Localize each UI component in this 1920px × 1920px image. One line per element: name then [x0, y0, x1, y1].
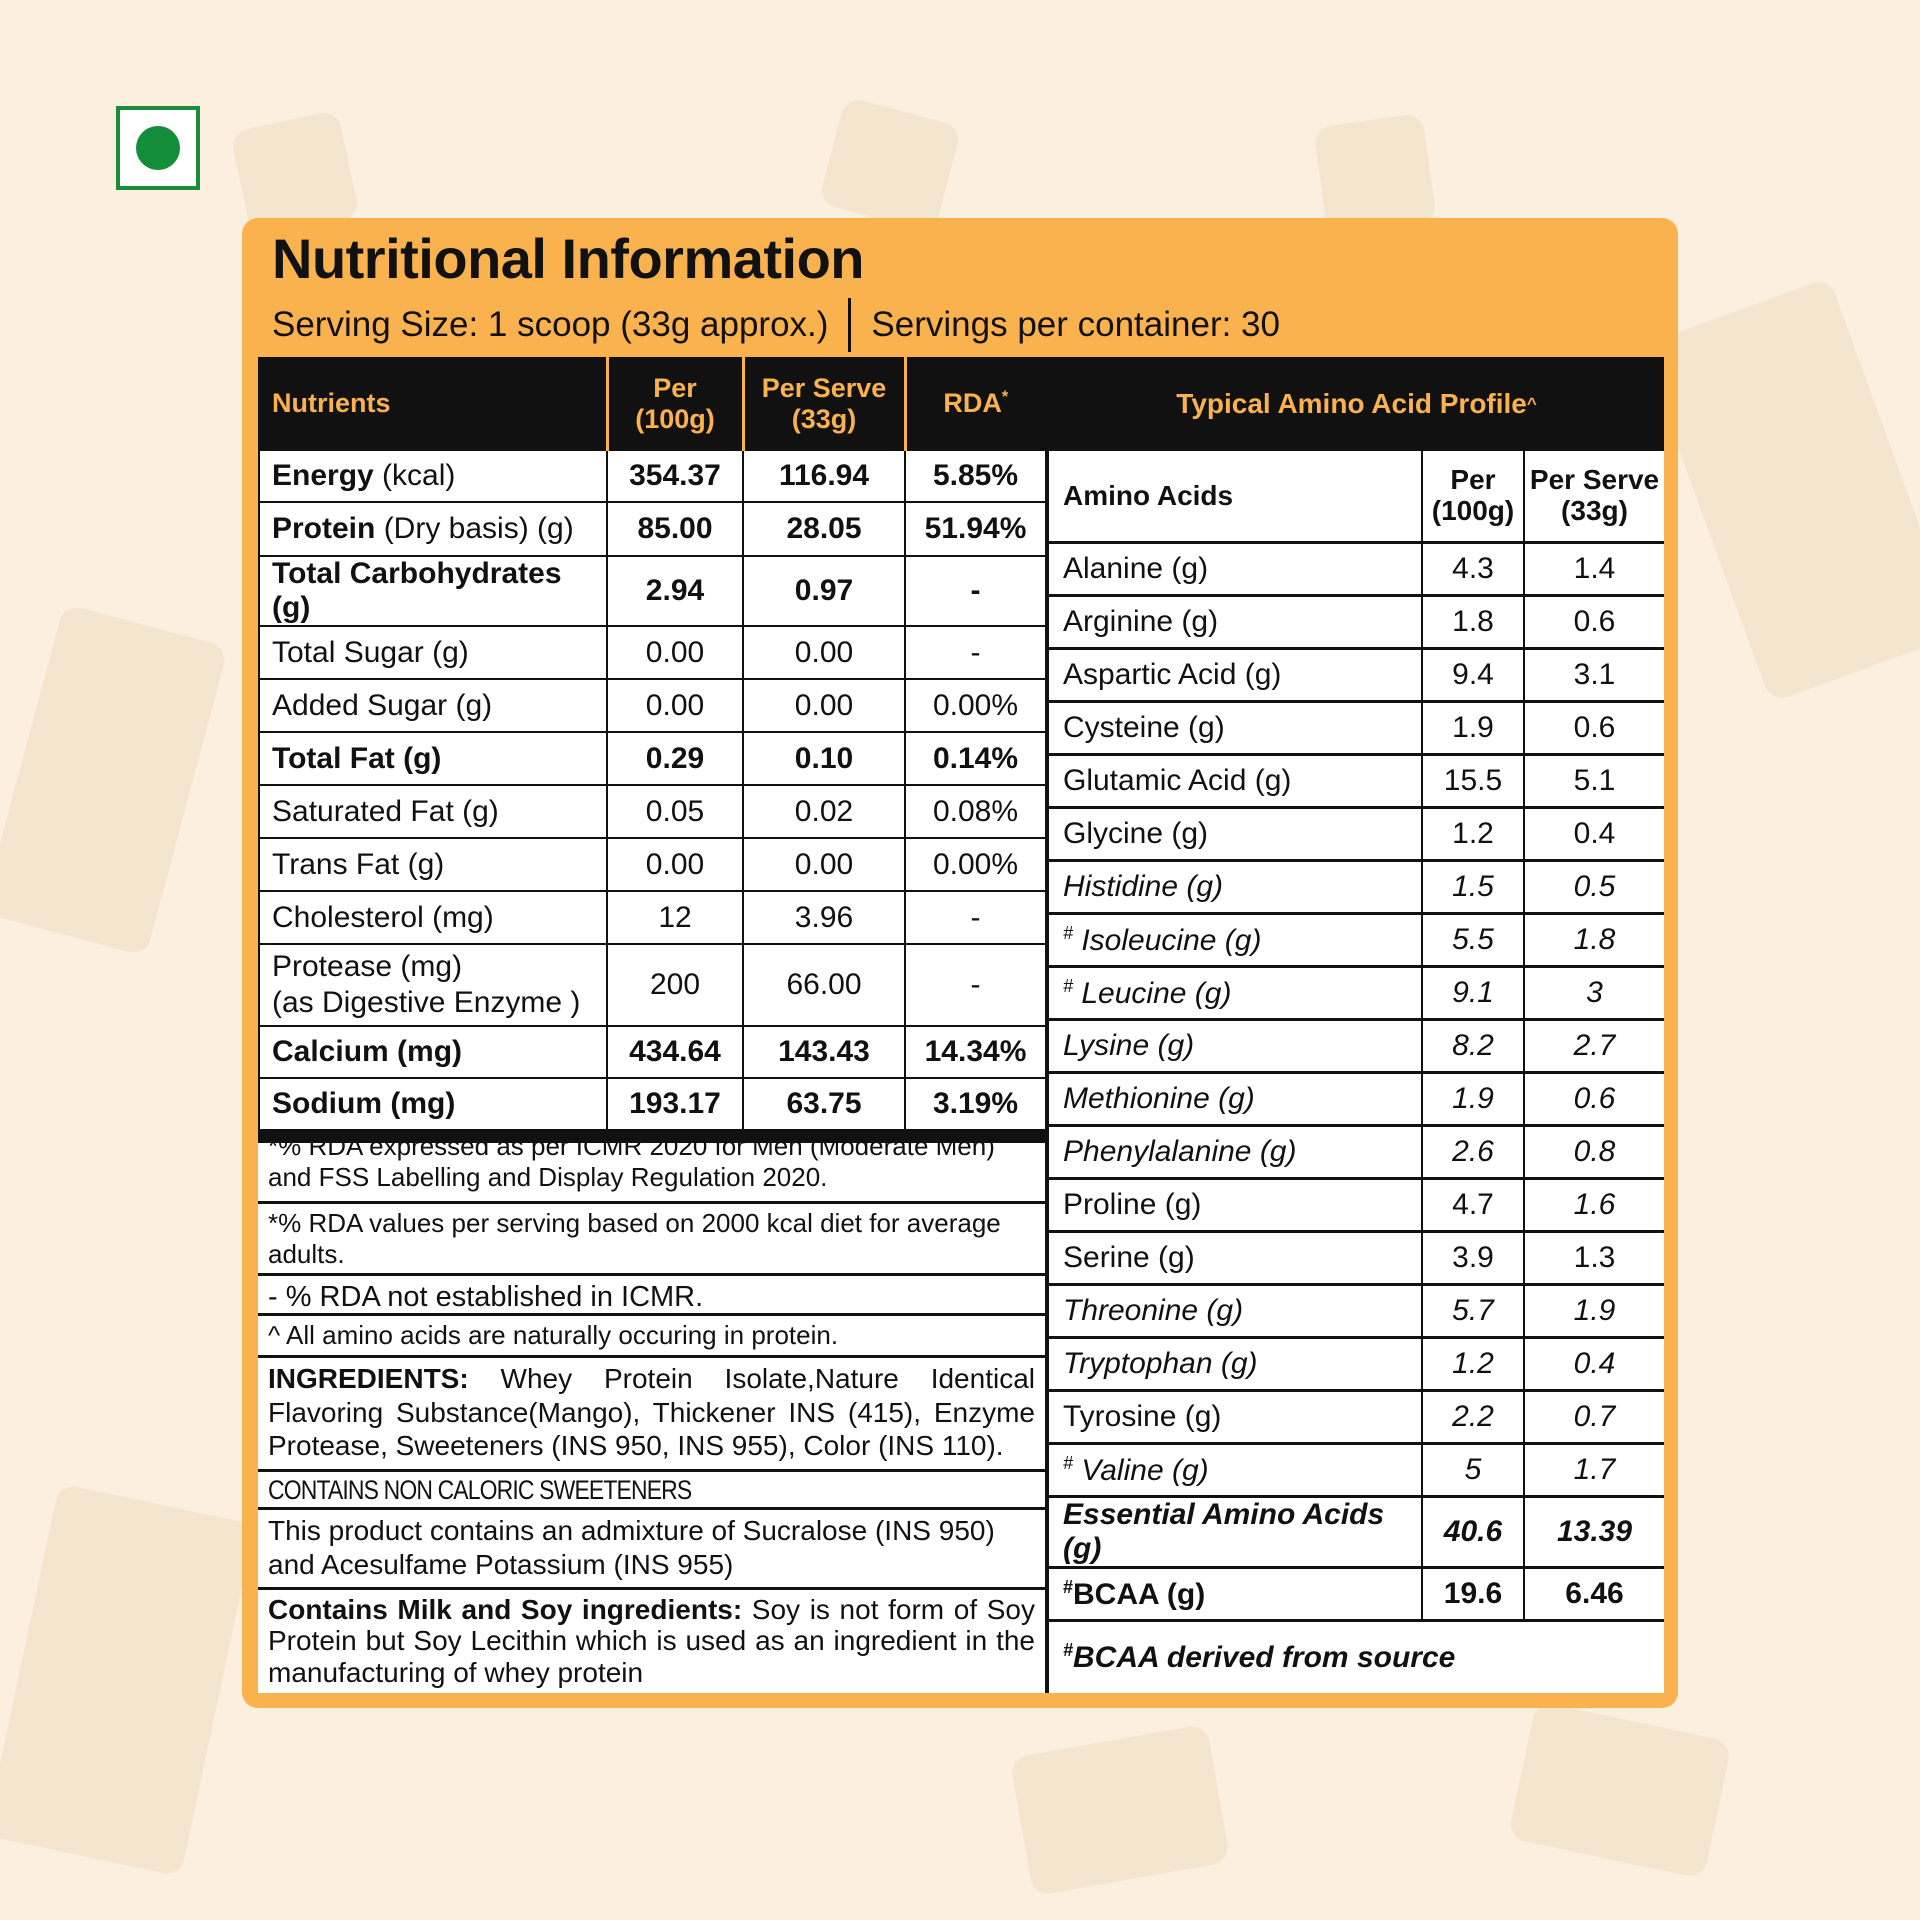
amino-row-essential: Essential Amino Acids (g) 40.6 13.39: [1049, 1497, 1664, 1568]
nutrients-header-row: [259, 358, 1046, 450]
amino-profile-header: Typical Amino Acid Profile ^: [1049, 357, 1664, 451]
amino-acid-table: [1049, 451, 1664, 1622]
nutrients-table: [258, 357, 1047, 1131]
amino-row: Alanine (g) 4.3 1.4: [1049, 543, 1664, 596]
nutrient-row: Protein (Dry basis) (g) 85.00 28.05 51.94%: [259, 502, 1046, 556]
veg-symbol-icon: [116, 106, 200, 190]
amino-row: Glycine (g) 1.2 0.4: [1049, 808, 1664, 861]
ingredients: INGREDIENTS: Whey Protein Isolate,Nature Identical Flavoring Substance(Mango), Thickener INS (415), Enzyme Protease, Sweeteners (INS 950, INS 955), Color (INS 110).: [258, 1358, 1045, 1472]
nutrient-row: Added Sugar (g) 0.00 0.00 0.00%: [259, 679, 1046, 732]
amino-row: Glutamic Acid (g) 15.5 5.1: [1049, 755, 1664, 808]
col-per-serve: Per Serve (33g): [743, 358, 905, 450]
amino-header-row: Amino Acids Per (100g) Per Serve (33g): [1049, 451, 1664, 543]
amino-row: Phenylalanine (g) 2.6 0.8: [1049, 1126, 1664, 1179]
servings-per-container: Servings per container: 30: [871, 305, 1280, 344]
sweetener-notice-wrap: [258, 1472, 1045, 1510]
amino-row: Aspartic Acid (g) 9.4 3.1: [1049, 649, 1664, 702]
amino-row: # Isoleucine (g) 5.5 1.8: [1049, 914, 1664, 967]
col-per100: Per (100g): [607, 358, 743, 450]
background-decoration: [818, 96, 962, 233]
background-decoration: [0, 1483, 255, 1877]
admixture-notice: This product contains an admixture of Sucralose (INS 950) and Acesulfame Potassium (INS 955): [258, 1510, 1045, 1590]
nutrient-row: Cholesterol (mg) 12 3.96 -: [259, 891, 1046, 944]
amino-row: Cysteine (g) 1.9 0.6: [1049, 702, 1664, 755]
nutrient-row: Energy (kcal) 354.37 116.94 5.85%: [259, 450, 1046, 502]
notes-section: [258, 1127, 1045, 1692]
background-decoration: [1009, 1724, 1230, 1897]
amino-row: # Leucine (g) 9.1 3: [1049, 967, 1664, 1020]
amino-row: Lysine (g) 8.2 2.7: [1049, 1020, 1664, 1073]
background-decoration: [1508, 1701, 1733, 1880]
veg-dot: [136, 126, 180, 170]
nutrient-row: Calcium (mg) 434.64 143.43 14.34%: [259, 1026, 1046, 1078]
amino-row: Serine (g) 3.9 1.3: [1049, 1232, 1664, 1285]
note-rda-kcal: *% RDA values per serving based on 2000 kcal diet for average adults.: [258, 1204, 1045, 1276]
serving-info: [272, 298, 1280, 352]
amino-row-bcaa: #BCAA (g) 19.6 6.46: [1049, 1568, 1664, 1621]
nutrient-row: Sodium (mg) 193.17 63.75 3.19%: [259, 1078, 1046, 1130]
amino-row: Threonine (g) 5.7 1.9: [1049, 1285, 1664, 1338]
amino-row: Methionine (g) 1.9 0.6: [1049, 1073, 1664, 1126]
nutrient-row: Saturated Fat (g) 0.05 0.02 0.08%: [259, 785, 1046, 838]
panel-title: Nutritional Information: [272, 227, 865, 290]
note-rda-icmr: *% RDA expressed as per ICMR 2020 for Men (Moderate Men) and FSS Labelling and Display Regulation 2020.: [258, 1127, 1045, 1204]
note-rda-not-established: - % RDA not established in ICMR.: [258, 1276, 1045, 1316]
amino-row: Tyrosine (g) 2.2 0.7: [1049, 1391, 1664, 1444]
col-nutrients: Nutrients: [259, 358, 607, 450]
col-rda: RDA*: [905, 358, 1046, 450]
bcaa-footnote: #BCAA derived from source: [1063, 1640, 1456, 1674]
amino-row: Tryptophan (g) 1.2 0.4: [1049, 1338, 1664, 1391]
amino-row: Arginine (g) 1.8 0.6: [1049, 596, 1664, 649]
amino-acid-section: [1049, 357, 1664, 1693]
nutrients-table-section: [258, 357, 1045, 1143]
amino-row: Proline (g) 4.7 1.6: [1049, 1179, 1664, 1232]
nutrient-row: Total Carbohydrates (g) 2.94 0.97 -: [259, 556, 1046, 626]
nutrient-row: Trans Fat (g) 0.00 0.00 0.00%: [259, 838, 1046, 891]
background-decoration: [1641, 277, 1920, 702]
amino-row: Histidine (g) 1.5 0.5: [1049, 861, 1664, 914]
nutrient-row: Total Fat (g) 0.29 0.10 0.14%: [259, 732, 1046, 785]
serving-divider: [848, 298, 851, 352]
nutrient-row: Protease (mg) (as Digestive Enzyme ) 200 66.00 -: [259, 944, 1046, 1026]
allergen-notice: Contains Milk and Soy ingredients: Soy is not form of Soy Protein but Soy Lecithin which is used as an ingredient in the manufacturing of whey protein: [268, 1594, 1036, 1688]
note-amino-natural: ^ All amino acids are naturally occuring in protein.: [258, 1316, 1045, 1358]
sweetener-notice: CONTAINS NON CALORIC SWEETENERS: [268, 1475, 692, 1505]
nutrient-row: Total Sugar (g) 0.00 0.00 -: [259, 626, 1046, 679]
background-decoration: [0, 603, 229, 956]
tables-area: [258, 357, 1664, 1693]
serving-size: Serving Size: 1 scoop (33g approx.): [272, 305, 829, 344]
amino-row: # Valine (g) 5 1.7: [1049, 1444, 1664, 1497]
